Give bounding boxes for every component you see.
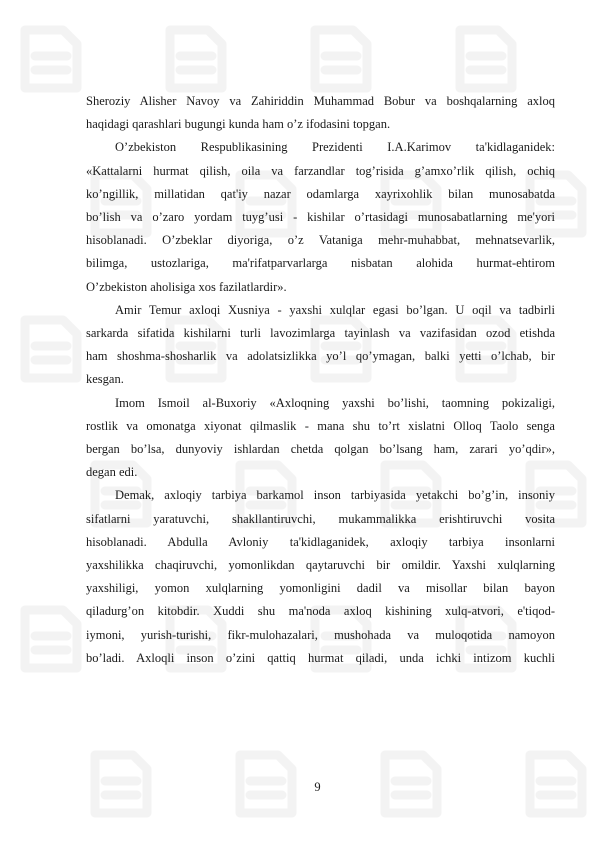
paragraph	[86, 90, 555, 136]
text-line: yaxshilikka chaqiruvchi, yomonlikdan qaytaruvchi bir omildir. Yaxshi xulqlarning	[86, 558, 555, 573]
text-line: bergan bo’lsa, dunyoviy ishlardan chetda qolgan bo’lsang ham, zarari yo’qdir»,	[86, 442, 555, 457]
paragraph	[86, 392, 555, 485]
text-line: O’zbekiston aholisiga xos fazilatlardir».	[86, 279, 287, 294]
paragraph	[86, 136, 555, 298]
text-line: Imom Ismoil al-Buxoriy «Axloqning yaxshi bo’lishi, taomning pokizaligi,	[115, 395, 555, 410]
text-line: hisoblanadi. Abdulla Avloniy ta'kidlaganidek, axloqiy tarbiya insonlarni	[86, 534, 555, 549]
text-line: bilimga, ustozlariga, ma'rifatparvarlarga nisbatan alohida hurmat-ehtirom	[86, 256, 555, 271]
watermark-file-icon	[25, 30, 77, 88]
text-line: hisoblanadi. O’zbeklar diyoriga, o’z Vataniga mehr-muhabbat, mehnatsevarlik,	[86, 233, 555, 248]
text-line: yaxshiligi, yomon xulqlarning yomonligini dadil va misollar bilan bayon	[86, 581, 555, 596]
text-line: Amir Temur axloqi Xusniya - yaxshi xulqlar egasi bo’lgan. U oqil va tadbirli	[115, 302, 555, 317]
text-line: Sheroziy Alisher Navoy va Zahiriddin Muhammad Bobur va boshqalarning axloq	[86, 94, 555, 108]
text-line: iymoni, yurish-turishi, fikr-mulohazalari, mushohada va muloqotida namoyon	[86, 627, 555, 642]
text-line: kesgan.	[86, 372, 124, 387]
text-line: ko’ngillik, millatidan qat'iy nazar odamlarga xayrixohlik bilan munosabatda	[86, 186, 555, 201]
paragraph	[86, 484, 555, 670]
document-body	[86, 90, 555, 670]
text-line: O’zbekiston Respublikasining Prezidenti I.A.Karimov ta'kidlaganidek:	[115, 140, 555, 155]
text-line: sarkarda sifatida kishilarni turli lavozimlarga tayinlash va vazifasidan ozod etishda	[86, 326, 555, 341]
paragraph	[86, 299, 555, 392]
text-line: «Kattalarni hurmat qilish, oila va farzandlar tog’risida g’amxo’rlik qilish, ochiq	[86, 163, 555, 178]
text-line: sifatlarni yaratuvchi, shakllantiruvchi, mukammalikka erishtiruvchi vosita	[86, 511, 555, 526]
text-line: degan edi.	[86, 465, 138, 480]
text-line: bo’lish va o’zaro yordam tuyg’usi - kishilar o’rtasidagi munosabatlarning me'yori	[86, 210, 555, 225]
text-line: Demak, axloqiy tarbiya barkamol inson tarbiyasida yetakchi bo’g’in, insoniy	[115, 488, 555, 503]
text-line: haqidagi qarashlari bugungi kunda ham o’z ifodasini topgan.	[86, 117, 391, 132]
text-line: qiladurg’on kitobdir. Xuddi shu ma'noda axloq kishining xulq-atvori, e'tiqod-	[86, 604, 555, 619]
text-line: bo’ladi. Axloqli inson o’zini qattiq hurmat qiladi, unda ichki intizom kuchli	[86, 650, 555, 665]
text-line: rostlik va omonatga xiyonat qilmaslik - mana shu to’rt xislatni Olloq Taolo senga	[86, 418, 555, 433]
page-number: 9	[314, 780, 321, 794]
text-line: ham shoshma-shosharlik va adolatsizlikka yo’l qo’ymagan, balki yetti o’lchab, bir	[86, 349, 555, 364]
